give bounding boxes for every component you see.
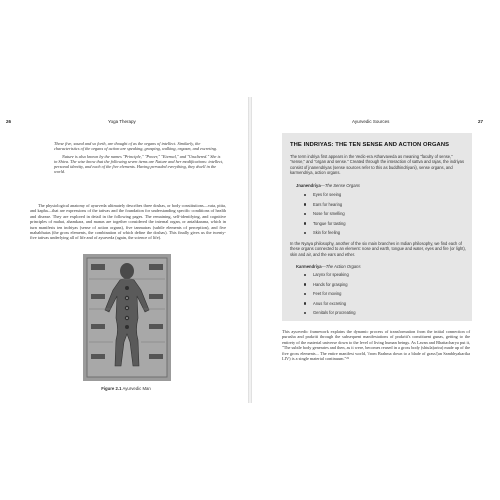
list-item: [304, 209, 346, 219]
bullet-icon: [304, 274, 306, 276]
figure-caption: [56, 386, 196, 391]
left-body-text: [30, 203, 226, 241]
bullet-icon: [304, 203, 306, 205]
bullet-icon: [304, 232, 306, 234]
sense-organs-heading-term: Jnanendriya: [296, 183, 321, 188]
left-page: [0, 97, 248, 403]
bullet-icon: [304, 283, 306, 285]
page-number-left: 26: [6, 119, 12, 124]
list-item-text: Ears for hearing: [313, 201, 343, 207]
bullet-icon: [304, 194, 306, 196]
list-item: [304, 228, 346, 238]
action-organs-heading-rest: —The Action Organs: [321, 264, 361, 269]
bullet-icon: [304, 222, 306, 224]
list-item: [304, 308, 356, 318]
epigraph: [54, 141, 224, 177]
list-item-text: Larynx for speaking: [313, 272, 349, 277]
list-item: [304, 270, 356, 280]
epigraph-paragraph: These five, sound and so forth, are thought of as the organs of intellect. Similarly, the characteristics of the organs of action are speaking, grasping, walking, orgasm, and excreting.: [54, 141, 217, 152]
right-body-text: [282, 329, 470, 361]
body-paragraph: The physiological anatomy of ayurveda ultimately describes three doshas, or body constitutions—vata, pitta, and kapha—that are expressions of the tattvas and the foundation for understanding specific conditions of health and disease. They are explored in detail in the following pages. The remaining, self-identifying, and cognitive principles of mahat, ahamkara, and manas are together considered the internal organ, or antahkarana, which in turn manifests ten indriyas (sense of action organs), five tanmatras (subtle elements of perception), and five mahabhutas (the gross elements, the combination of which define the doshas). This finally gives us the twenty-five tattvas underlying all of life and of ayurveda (again, the science of life).: [30, 203, 226, 241]
bullet-icon: [304, 312, 306, 314]
list-item: [304, 219, 346, 229]
ayurvedic-man-illustration: [83, 254, 171, 381]
list-item: [304, 289, 356, 299]
sense-organs-heading-rest: —The Sense Organs: [320, 183, 361, 188]
list-item-text: Feet for moving: [313, 291, 342, 297]
action-organs-heading: [296, 264, 361, 269]
figure-caption-label: Figure 2.1: [101, 386, 122, 391]
list-item-text: Nose for smelling: [313, 211, 345, 217]
bullet-icon: [304, 213, 306, 215]
list-item: [304, 200, 346, 210]
book-gutter: [248, 97, 252, 403]
list-item-text: Hands for grasping: [313, 281, 348, 287]
list-item: [304, 299, 356, 309]
list-item-text: Eyes for seeing: [313, 192, 342, 197]
action-organs-list: [304, 270, 356, 318]
list-item-text: Anus for excreting: [313, 300, 346, 306]
sidebar-title: THE INDRIYAS: THE TEN SENSE AND ACTION ORGANS: [290, 142, 450, 148]
sense-organs-heading: [296, 183, 360, 188]
list-item: [304, 190, 346, 200]
running-head-left: Yoga Therapy: [108, 119, 136, 124]
ayurvedic-man-figure: [83, 254, 171, 381]
action-organs-heading-term: Karmendriya: [296, 264, 322, 269]
bullet-icon: [304, 302, 306, 304]
bullet-icon: [304, 293, 306, 295]
sense-organs-list: [304, 190, 346, 238]
indriyas-sidebar-box: [282, 133, 472, 321]
body-paragraph: This ayurvedic framework explains the dynamic process of transformation from the initial connection of purusha and prakriti through the subsequent manifestations of prakriti's constituent gunas, getting to the entirety of the material universe down to the level of living human beings. As Lavan and Bhattacharya put it, "The subtle body generates and then, as it were, becomes reused in a gross body (shtula)arira) made up of the five gross elements... The entire manifest world, 'from Brahma down to a blade of grass'(an Sambhyakarika LIV) is a single material continuum."²³: [282, 329, 471, 362]
sidebar-middle-text: In the Nyaya philosophy, another of the six main branches in Indian philosophy, we find each of these organs connected to an element: nose and earth, tongue and water, eyes and fire (or light), skin and air, and the ears and ether.: [290, 241, 466, 257]
list-item-text: Genitals for procreating: [313, 310, 356, 316]
page-number-right: 27: [478, 119, 484, 124]
list-item: [304, 280, 356, 290]
figure-caption-text: Ayurvedic Man: [122, 386, 151, 391]
running-head-right: Ayurvedic Sources: [352, 119, 390, 124]
list-item-text: Tongue for tasting: [313, 220, 346, 226]
list-item-text: Skin for feeling: [313, 230, 341, 236]
epigraph-paragraph: Nature is also known by the names "Principle," "Power," "Eternal," and "Unaltered." She is in Shiva. The wise know that the following seven items are Nature and her modifications: intellect, personal identity, and each of the five elements. Having pervaded everything, they dwell in the world.: [54, 153, 224, 175]
sidebar-intro: The term indriya first appears in the Vedic-era Atharvaveda as meaning "faculty of sense," "sense," and "organ and sense." Created through the interaction of sattva and rajas, the indriyas consist of jnanendriyas (sense sources refer to this as buddhindriyani), sense organs, and karmendriya, action organs.: [290, 154, 464, 175]
right-page: [252, 97, 500, 403]
